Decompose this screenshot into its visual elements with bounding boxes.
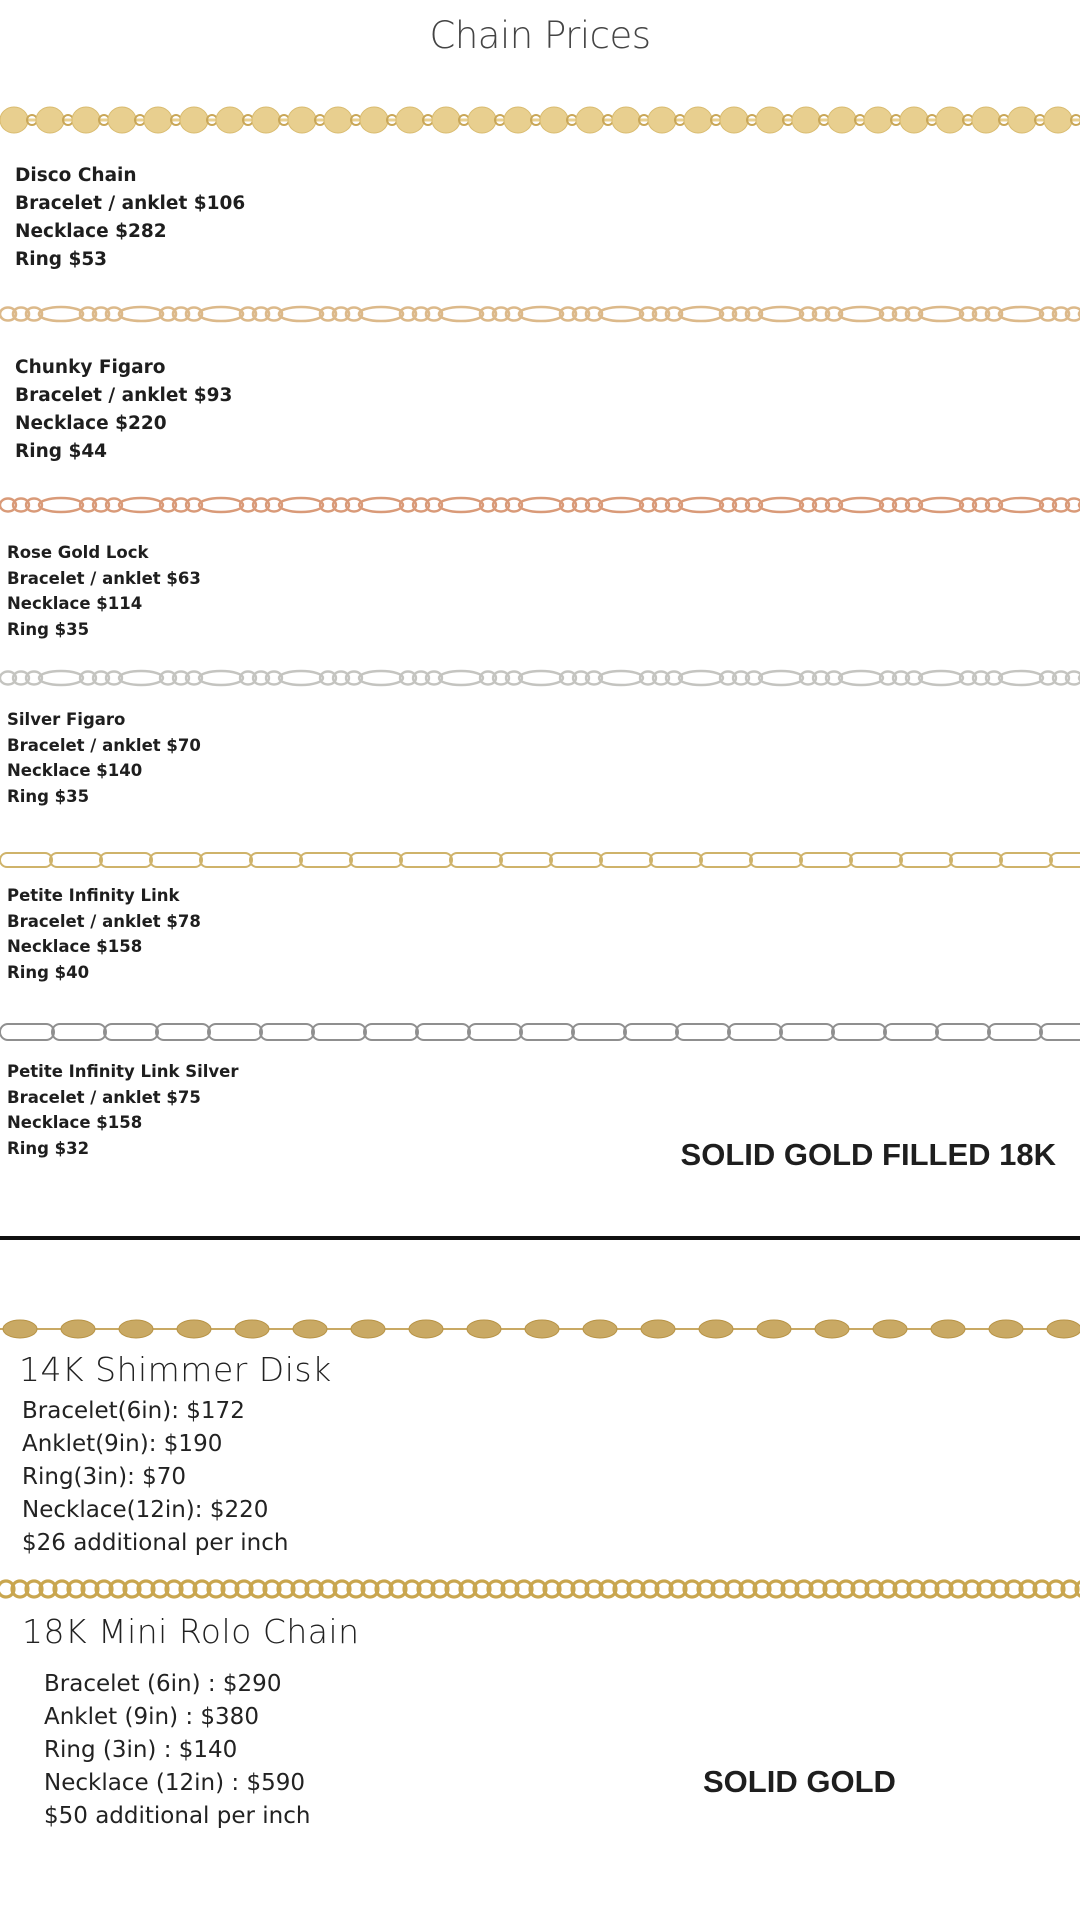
ring-price: Ring $40: [7, 962, 90, 982]
ring-price: Ring $32: [7, 1138, 90, 1158]
bracelet-price: Bracelet / anklet $78: [7, 911, 201, 931]
ring-price: Ring $44: [15, 441, 108, 462]
silver-figaro-image: [0, 660, 1080, 696]
disco-chain-block: [15, 162, 245, 274]
necklace-price: Necklace $220: [15, 413, 167, 434]
petite-infinity-link-block: [7, 883, 201, 985]
necklace-price: Necklace $158: [7, 937, 143, 956]
product-name: 18K Mini Rolo Chain: [22, 1612, 360, 1651]
price-line: Ring(3in): $70: [22, 1464, 187, 1490]
ring-price: Ring $35: [7, 786, 90, 806]
necklace-price: Necklace $282: [15, 221, 167, 242]
rose-gold-lock-image: [0, 487, 1080, 523]
petite-infinity-link-silver-block: [7, 1059, 238, 1161]
solid-gold-section-label: SOLID GOLD: [703, 1764, 896, 1799]
bracelet-price: Bracelet / anklet $106: [15, 193, 246, 214]
rose-gold-lock-block: [7, 540, 201, 642]
necklace-price: Necklace $114: [7, 594, 143, 613]
gold-filled-section-label: SOLID GOLD FILLED 18K: [680, 1137, 1056, 1172]
price-line: Anklet(9in): $190: [22, 1431, 223, 1457]
price-line: Anklet (9in) : $380: [44, 1704, 259, 1730]
bracelet-price: Bracelet / anklet $75: [7, 1087, 201, 1107]
chain-name: Silver Figaro: [7, 710, 126, 729]
page-title: Chain Prices: [429, 14, 651, 57]
chunky-figaro-block: [15, 354, 232, 466]
chain-name: Rose Gold Lock: [7, 543, 149, 562]
petite-infinity-link-image: [0, 840, 1080, 880]
price-line: Ring (3in) : $140: [44, 1737, 238, 1763]
mini-rolo-chain-image: [0, 1571, 1080, 1607]
shimmer-disk-price-list: [22, 1395, 288, 1560]
mini-rolo-price-list: [44, 1668, 310, 1833]
product-name: 14K Shimmer Disk: [19, 1350, 332, 1389]
silver-figaro-block: [7, 707, 201, 809]
petite-infinity-link-silver-image: [0, 1012, 1080, 1052]
chain-name: Chunky Figaro: [15, 357, 166, 378]
chain-name: Petite Infinity Link Silver: [7, 1062, 239, 1081]
price-line: Bracelet (6in) : $290: [44, 1671, 282, 1697]
necklace-price: Necklace $140: [7, 761, 143, 780]
section-divider: [0, 1236, 1080, 1240]
price-line: $26 additional per inch: [22, 1530, 289, 1556]
bracelet-price: Bracelet / anklet $93: [15, 385, 233, 406]
bracelet-price: Bracelet / anklet $63: [7, 568, 201, 588]
ring-price: Ring $53: [15, 249, 108, 270]
necklace-price: Necklace $158: [7, 1113, 143, 1132]
chain-name: Disco Chain: [15, 165, 137, 186]
price-line: $50 additional per inch: [44, 1803, 311, 1829]
shimmer-disk-chain-image: [0, 1311, 1080, 1347]
price-line: Bracelet(6in): $172: [22, 1398, 245, 1424]
disco-chain-image: [0, 100, 1080, 140]
bracelet-price: Bracelet / anklet $70: [7, 735, 201, 755]
chunky-figaro-image: [0, 296, 1080, 336]
price-line: Necklace (12in) : $590: [44, 1770, 305, 1796]
ring-price: Ring $35: [7, 619, 90, 639]
price-line: Necklace(12in): $220: [22, 1497, 269, 1523]
chain-name: Petite Infinity Link: [7, 886, 180, 905]
